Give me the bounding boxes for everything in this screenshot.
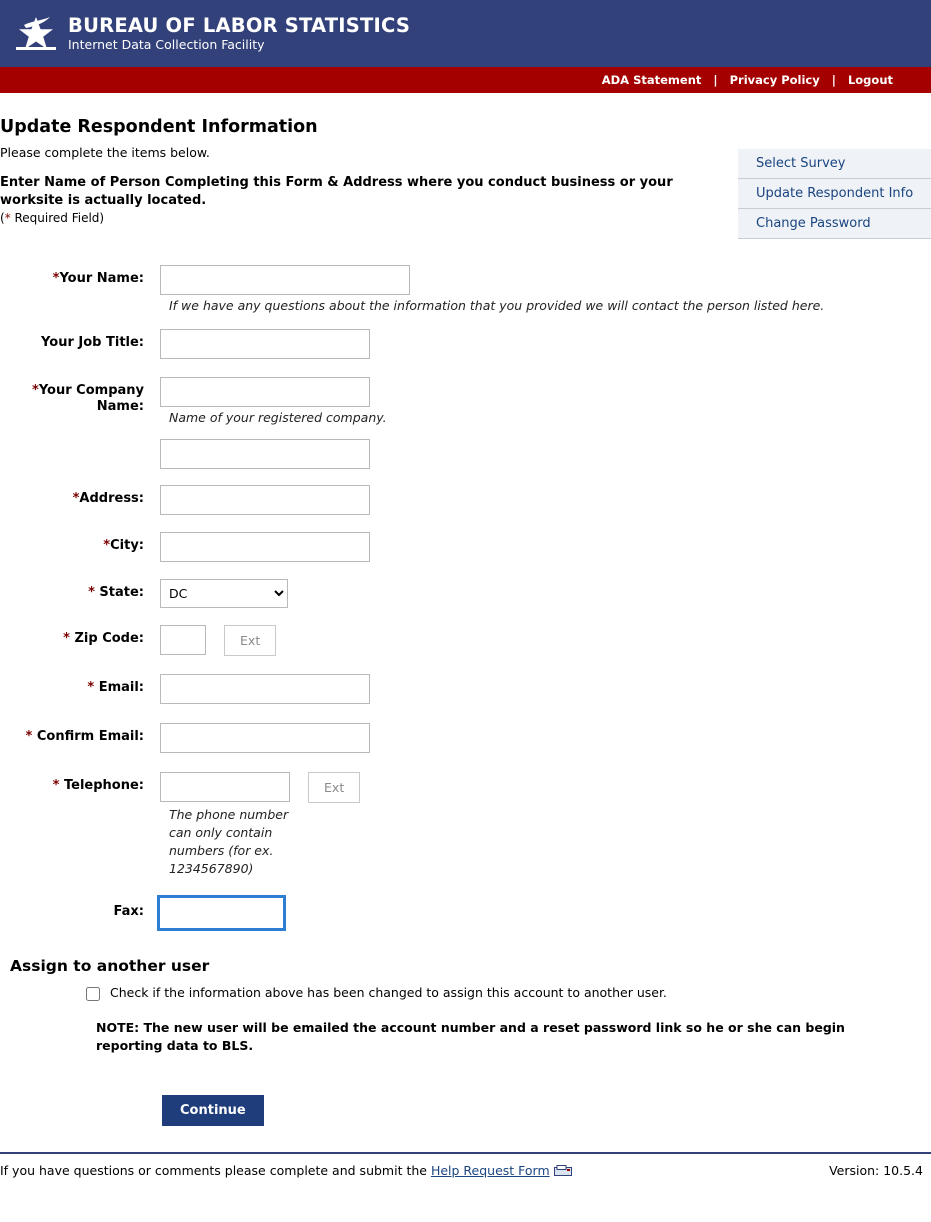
company-name-hint: Name of your registered company. [169, 410, 387, 426]
city-label-text: City: [110, 538, 144, 554]
sidebar-item-select-survey[interactable]: Select Survey [738, 149, 931, 179]
site-footer [0, 1154, 931, 1178]
state-label-text: State: [99, 585, 144, 601]
required-note-text: Required Field) [10, 211, 105, 226]
continue-button[interactable]: Continue [162, 1095, 264, 1126]
confirm-email-input[interactable] [160, 723, 370, 753]
field-row-address [0, 485, 931, 515]
page-title: Update Respondent Information [0, 117, 318, 137]
nav-separator-1: | [713, 73, 718, 87]
email-input[interactable] [160, 674, 370, 704]
help-request-form-link[interactable]: Help Request Form [430, 1162, 550, 1178]
site-header [0, 0, 931, 67]
confirm-email-label: * Confirm Email: [25, 729, 144, 745]
job-title-input[interactable] [160, 329, 370, 359]
field-row-job-title [0, 329, 931, 359]
company-name-label-line2: Name: [96, 399, 144, 415]
telephone-label-text: Telephone: [64, 778, 144, 794]
field-row-state [0, 579, 931, 608]
your-name-label-text: Your Name: [59, 271, 144, 287]
your-name-label: *Your Name: [52, 271, 144, 287]
field-row-confirm-email [0, 723, 931, 753]
field-row-company-name-2 [0, 439, 931, 469]
required-paren-open: ( [0, 211, 5, 226]
main-content [0, 93, 931, 1178]
assign-note: NOTE: The new user will be emailed the account number and a reset password link so he or she can begin reporting data to BLS. [96, 1019, 845, 1053]
fax-input[interactable] [160, 898, 283, 928]
address-input[interactable] [160, 485, 370, 515]
address-label: *Address: [72, 491, 144, 507]
form-actions [162, 1095, 931, 1126]
company-name-2-label [0, 439, 152, 461]
footer-text: If you have questions or comments please complete and submit the [0, 1162, 431, 1178]
nav-item-privacy-policy[interactable]: Privacy Policy [729, 73, 820, 87]
your-name-input[interactable] [160, 265, 410, 295]
company-name-line2-input[interactable] [160, 439, 370, 469]
top-navigation [0, 67, 931, 93]
respondent-form [0, 265, 931, 931]
telephone-input[interactable] [160, 772, 290, 802]
city-label: *City: [103, 538, 144, 554]
assign-heading: Assign to another user [10, 956, 210, 975]
company-name-label: *Your Company Name: [32, 383, 144, 415]
assign-section [0, 957, 931, 1055]
telephone-hint: The phone number can only contain numbers (for ex. 1234567890) [169, 807, 289, 877]
city-input[interactable] [160, 532, 370, 562]
page-body [0, 93, 931, 1178]
sidebar-item-update-respondent-info[interactable]: Update Respondent Info [738, 179, 931, 209]
fax-label: Fax: [113, 903, 144, 919]
field-row-fax [0, 895, 931, 931]
field-row-telephone [0, 772, 931, 879]
field-row-email [0, 674, 931, 704]
zip-label-text: Zip Code: [74, 631, 144, 647]
agency-name: BUREAU OF LABOR STATISTICS [68, 13, 411, 37]
telephone-label: * Telephone: [52, 778, 144, 794]
form-instruction: Enter Name of Person Completing this Form & Address where you conduct business or your worksite is actually located. [0, 175, 673, 208]
assign-checkbox-label[interactable]: Check if the information above has been changed to assign this account to another user. [110, 984, 667, 1000]
your-name-hint: If we have any questions about the information that you provided we will contact the person listed here. [169, 298, 825, 314]
zip-ext-input[interactable]: Ext [224, 625, 276, 656]
footer-help-text [0, 1163, 572, 1178]
section-navigation [738, 149, 931, 239]
agency-subtitle: Internet Data Collection Facility [68, 37, 265, 53]
field-row-zip [0, 625, 931, 656]
email-label-text: Email: [98, 680, 144, 696]
required-asterisk: * [4, 211, 11, 226]
company-name-input[interactable] [160, 377, 370, 407]
confirm-email-label-text: Confirm Email: [36, 729, 144, 745]
field-row-company-name [0, 377, 931, 425]
nav-separator-2: | [831, 73, 836, 87]
telephone-ext-input[interactable]: Ext [308, 772, 360, 803]
nav-item-ada-statement[interactable]: ADA Statement [601, 73, 702, 87]
job-title-label: Your Job Title: [41, 335, 144, 351]
zip-label: * Zip Code: [63, 631, 144, 647]
assign-checkbox-row [10, 985, 931, 1001]
field-row-city [0, 532, 931, 562]
help-form-icon [554, 1165, 572, 1177]
field-row-your-name [0, 265, 931, 313]
fax-input-focus-ring [157, 895, 286, 931]
state-select[interactable] [160, 579, 288, 608]
version-label: Version: 10.5.4 [829, 1162, 923, 1178]
assign-checkbox[interactable] [86, 987, 100, 1001]
bls-eagle-star-icon [14, 14, 58, 54]
address-label-text: Address: [79, 491, 144, 507]
sidebar-item-change-password[interactable]: Change Password [756, 216, 871, 231]
state-label: * State: [88, 585, 144, 601]
email-label: * Email: [87, 680, 144, 696]
page-intro: Please complete the items below. [0, 145, 210, 160]
nav-item-logout[interactable]: Logout [847, 73, 893, 87]
company-name-label-line1: Your Company [38, 383, 144, 399]
zip-input[interactable] [160, 625, 206, 655]
